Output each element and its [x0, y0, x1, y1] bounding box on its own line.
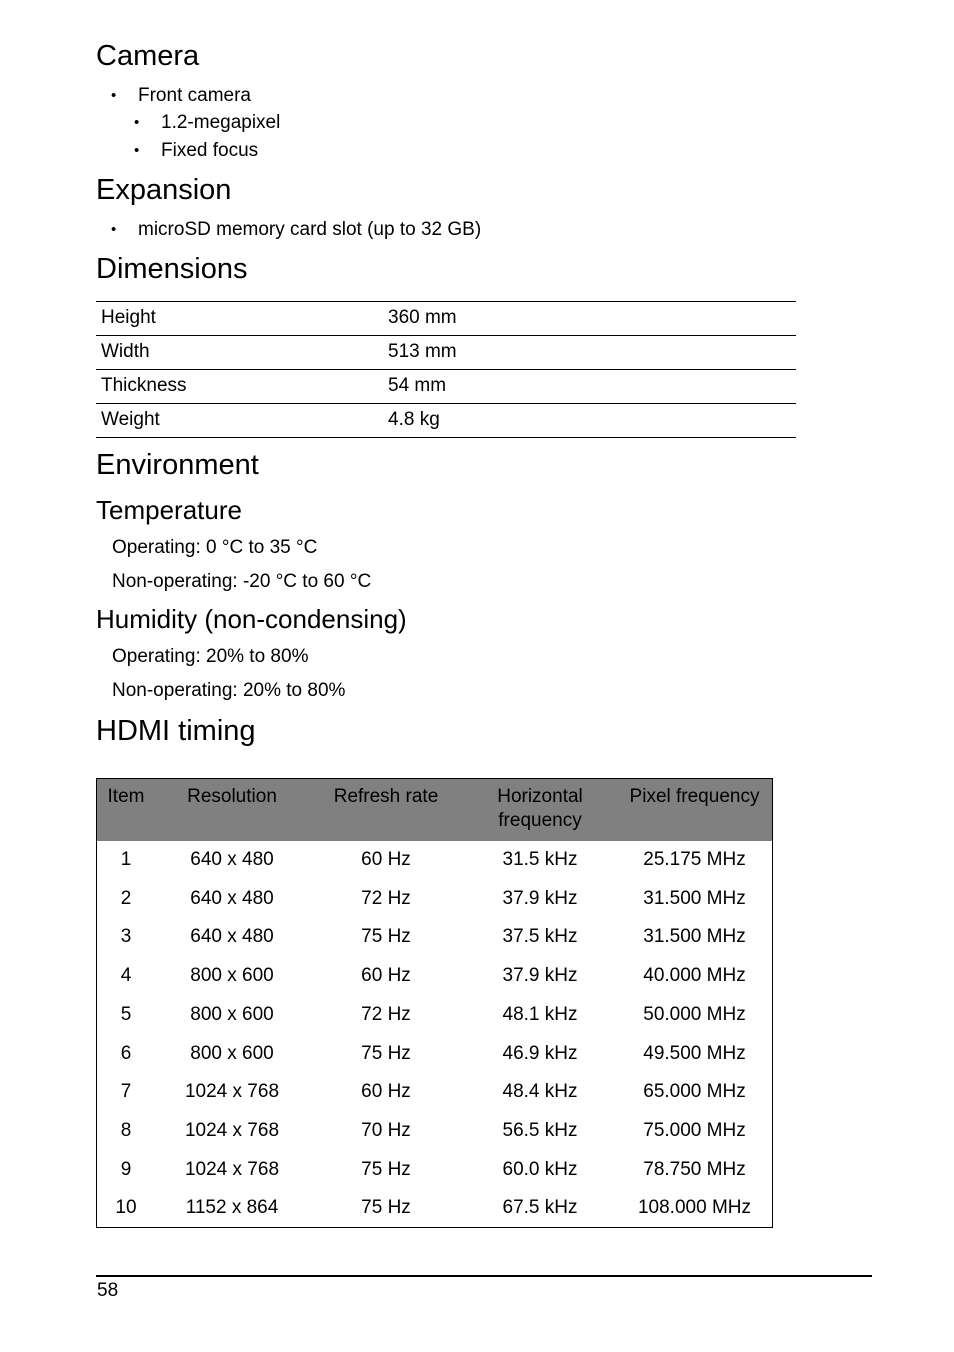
camera-subitem: 1.2-megapixel [161, 112, 281, 133]
cell-pixel-frequency: 65.000 MHz [643, 1081, 746, 1103]
cell-resolution: 640 x 480 [190, 887, 274, 909]
cell-horizontal-frequency: 56.5 kHz [502, 1119, 578, 1141]
cell-pixel-frequency: 49.500 MHz [643, 1042, 746, 1064]
cell-horizontal-frequency: 46.9 kHz [502, 1042, 578, 1064]
table-row [97, 841, 772, 879]
table-row [97, 957, 772, 995]
cell-pixel-frequency: 31.500 MHz [643, 887, 746, 909]
cell-resolution: 800 x 600 [190, 965, 274, 987]
cell-resolution: 800 x 600 [190, 1042, 274, 1064]
page-number: 58 [97, 1280, 119, 1301]
cell-horizontal-frequency: 37.9 kHz [502, 965, 578, 987]
dimension-value: 513 mm [388, 341, 457, 362]
cell-resolution: 1024 x 768 [184, 1081, 280, 1103]
column-header-horizontal-frequency: Horizontal frequency [497, 786, 583, 831]
cell-refresh-rate: 75 Hz [361, 1158, 411, 1180]
cell-refresh-rate: 60 Hz [361, 1081, 411, 1103]
column-header-resolution: Resolution [187, 786, 277, 807]
temperature-non-operating: Non-operating: -20 °C to 60 °C [112, 571, 372, 592]
cell-resolution: 640 x 480 [190, 926, 274, 948]
cell-resolution: 1024 x 768 [184, 1119, 280, 1141]
cell-pixel-frequency: 40.000 MHz [643, 965, 746, 987]
cell-resolution: 1024 x 768 [184, 1158, 280, 1180]
dimension-label: Height [101, 307, 156, 328]
cell-item: 7 [120, 1081, 132, 1103]
cell-pixel-frequency: 25.175 MHz [643, 849, 746, 870]
cell-item: 3 [120, 926, 132, 948]
cell-refresh-rate: 70 Hz [361, 1119, 411, 1141]
cell-horizontal-frequency: 60.0 kHz [502, 1158, 578, 1180]
cell-refresh-rate: 60 Hz [361, 965, 411, 987]
expansion-item: microSD memory card slot (up to 32 GB) [138, 219, 482, 240]
subheading-temperature: Temperature [96, 495, 242, 525]
cell-horizontal-frequency: 67.5 kHz [502, 1197, 578, 1219]
dimension-label: Width [101, 341, 150, 362]
dimensions-table [96, 301, 796, 438]
humidity-non-operating: Non-operating: 20% to 80% [112, 680, 346, 701]
cell-refresh-rate: 72 Hz [361, 887, 411, 909]
column-header-refresh-rate: Refresh rate [333, 786, 439, 807]
cell-item: 2 [120, 887, 132, 909]
dimension-value: 360 mm [388, 307, 457, 328]
bullet-icon: • [111, 221, 117, 238]
table-row [97, 1112, 772, 1150]
dimensions-row [96, 302, 796, 336]
cell-horizontal-frequency: 48.4 kHz [502, 1081, 578, 1103]
cell-item: 9 [120, 1158, 132, 1180]
cell-refresh-rate: 72 Hz [361, 1003, 411, 1025]
bullet-icon: • [134, 142, 140, 159]
column-header-item: Item [107, 786, 145, 807]
cell-pixel-frequency: 31.500 MHz [643, 926, 746, 948]
humidity-operating: Operating: 20% to 80% [112, 646, 309, 667]
cell-item: 6 [120, 1042, 132, 1064]
cell-resolution: 1152 x 864 [185, 1197, 279, 1219]
table-header [97, 779, 772, 841]
cell-refresh-rate: 75 Hz [361, 1042, 411, 1064]
dimensions-row [96, 404, 796, 438]
camera-subitem: Fixed focus [161, 140, 259, 161]
cell-horizontal-frequency: 37.9 kHz [502, 887, 578, 909]
cell-refresh-rate: 75 Hz [361, 926, 411, 948]
table-row [97, 1151, 772, 1189]
cell-item: 4 [120, 965, 132, 987]
table-row [97, 1035, 772, 1073]
bullet-icon: • [134, 114, 140, 131]
section-heading-environment: Environment [96, 449, 259, 481]
cell-horizontal-frequency: 48.1 kHz [502, 1003, 578, 1025]
cell-resolution: 800 x 600 [190, 1003, 274, 1025]
dimension-value: 4.8 kg [388, 409, 440, 430]
section-heading-camera: Camera [96, 40, 200, 72]
temperature-operating: Operating: 0 °C to 35 °C [112, 537, 318, 558]
section-heading-expansion: Expansion [96, 174, 232, 206]
section-heading-hdmi-timing: HDMI timing [96, 715, 256, 747]
section-heading-dimensions: Dimensions [96, 253, 248, 285]
cell-refresh-rate: 60 Hz [361, 849, 411, 870]
column-header-pixel-frequency: Pixel frequency [629, 786, 760, 807]
cell-pixel-frequency: 50.000 MHz [643, 1003, 746, 1025]
camera-item: Front camera [138, 85, 251, 106]
cell-resolution: 640 x 480 [190, 849, 274, 870]
dimension-label: Thickness [101, 375, 187, 396]
cell-horizontal-frequency: 31.5 kHz [502, 849, 578, 870]
bullet-icon: • [111, 87, 117, 104]
cell-pixel-frequency: 75.000 MHz [643, 1119, 746, 1141]
cell-item: 5 [120, 1003, 132, 1025]
table-row [97, 918, 772, 956]
cell-horizontal-frequency: 37.5 kHz [502, 926, 578, 948]
dimension-value: 54 mm [388, 375, 447, 396]
table-row [97, 996, 772, 1034]
dimensions-row [96, 336, 796, 370]
table-row [97, 880, 772, 918]
cell-pixel-frequency: 108.000 MHz [637, 1197, 751, 1219]
footer-rule [96, 1275, 872, 1277]
dimensions-row [96, 370, 796, 404]
cell-item: 8 [120, 1119, 132, 1141]
cell-item: 1 [120, 849, 132, 870]
subheading-humidity: Humidity (non-condensing) [96, 604, 407, 634]
hdmi-timing-table [96, 778, 773, 1228]
cell-pixel-frequency: 78.750 MHz [643, 1158, 746, 1180]
table-row [97, 1073, 772, 1111]
cell-refresh-rate: 75 Hz [361, 1197, 411, 1219]
dimension-label: Weight [101, 409, 160, 430]
table-row [97, 1189, 772, 1227]
cell-item: 10 [115, 1197, 137, 1219]
